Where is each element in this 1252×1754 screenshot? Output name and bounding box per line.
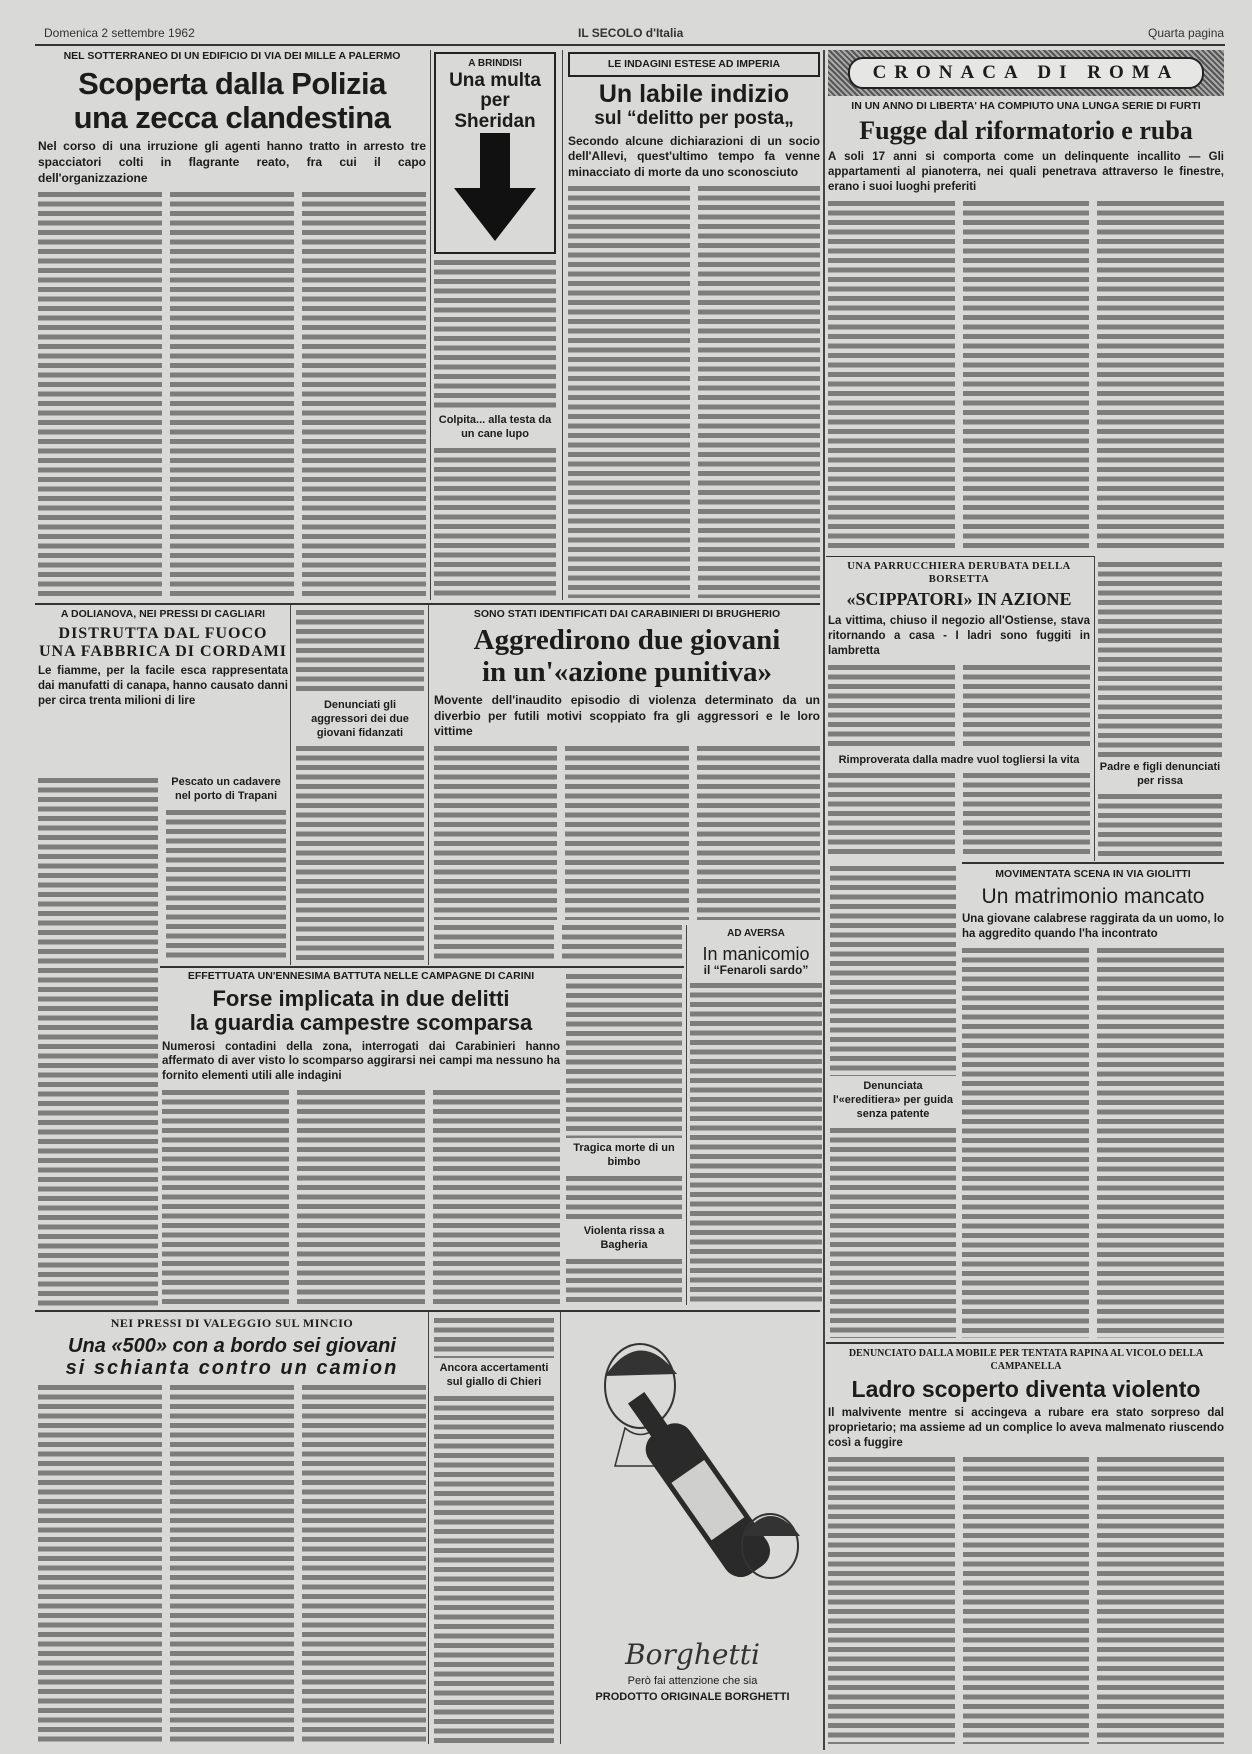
divider (826, 556, 1094, 557)
text-column (434, 1394, 554, 1744)
borghetti-logo: Borghetti (625, 1638, 760, 1671)
chieri-sub: Ancora accertamenti sul giallo di Chieri (439, 1362, 549, 1388)
sheridan-box (434, 52, 556, 254)
brugherio-cont (434, 923, 682, 961)
page-number: Quarta pagina (1148, 26, 1225, 40)
text-column (830, 1126, 956, 1338)
dolianova-deck: Le fiamme, per la facile esca rappresentata dai manufatti di canapa, hanno causato danni per circa trenta milioni di lire (38, 665, 288, 708)
scippatori-kicker: UNA PARRUCCHIERA DERUBATA DELLA BORSETTA (847, 561, 1071, 586)
scippatori-sub: Rimproverata dalla madre vuol togliersi la vita (838, 753, 1080, 766)
zecca-deck: Nel corso di una irruzione gli agenti hanno tratto in arresto tre spacciatori colti in flagrante reato, fra cui il capo dell'organizzazione (38, 139, 426, 185)
text-column (38, 190, 162, 598)
roma-kicker: IN UN ANNO DI LIBERTA' HA COMPIUTO UNA LUNGA SERIE DI FURTI (851, 100, 1201, 112)
sheridan-kicker: A BRINDISI (468, 58, 522, 69)
text-column (566, 1174, 682, 1222)
chieri-pre-body (434, 1316, 554, 1358)
trapani-column (166, 776, 286, 962)
text-column (434, 1316, 554, 1358)
dolianova-title-line: UNA FABBRICA DI CORDAMI (38, 642, 288, 660)
dolianova-title (38, 625, 288, 660)
giolitti-left-col (830, 864, 956, 1076)
dolianova-body-column (38, 776, 158, 1306)
text-column (566, 1257, 682, 1305)
valeggio-kicker: NEI PRESSI DI VALEGGIO SUL MINCIO (110, 1316, 354, 1330)
scippatori-article (828, 560, 1090, 858)
text-column (963, 199, 1090, 552)
imperia-kicker: LE INDAGINI ESTESE AD IMPERIA (568, 52, 820, 77)
giolitti-left-col-2 (830, 1126, 956, 1338)
text-column (38, 776, 158, 1306)
carini-title (162, 987, 560, 1035)
bimbo-body (566, 1174, 682, 1222)
imperia-title-line: Un labile indizio (598, 80, 790, 109)
masthead: IL SECOLO d'Italia (578, 26, 684, 40)
brugherio-article (434, 608, 820, 920)
divider (1094, 556, 1095, 861)
bimbo-sub: Tragica morte di un bimbo (573, 1142, 675, 1168)
chieri-column (434, 1316, 554, 1744)
divider (823, 50, 825, 1750)
text-column (698, 184, 820, 598)
giolitti-body (962, 946, 1224, 1338)
text-column (433, 1088, 560, 1306)
divider (160, 966, 684, 968)
dolianova-kicker: A DOLIANOVA, NEI PRESSI DI CAGLIARI (60, 608, 266, 620)
text-column (434, 446, 556, 598)
sheridan-sub: Colpita... alla testa da un cane lupo (438, 414, 552, 441)
arrow-down-icon (440, 133, 550, 243)
valeggio-body (38, 1383, 426, 1744)
aversa-kicker: AD AVERSA (727, 928, 785, 939)
divider (290, 605, 291, 965)
text-column (963, 771, 1090, 858)
divider (562, 50, 563, 600)
giolitti-kicker: MOVIMENTATA SCENA IN VIA GIOLITTI (995, 868, 1191, 880)
roma-article (828, 50, 1224, 552)
ad-line2: PRODOTTO ORIGINALE BORGHETTI (595, 1690, 790, 1703)
divider (430, 50, 431, 600)
header-rule (35, 44, 1225, 46)
sheridan-cont-body (296, 608, 424, 695)
valeggio-article (38, 1316, 426, 1744)
scippatori-deck: La vittima, chiuso il negozio all'Ostiense, stava ritornando a casa - I ladri sono fuggiti in lambretta (828, 615, 1090, 657)
carini-article (162, 970, 560, 1306)
brugherio-title (434, 625, 820, 689)
sheridan-body (434, 258, 556, 410)
aversa-left-column (566, 972, 682, 1138)
bagheria-sub: Violenta rissa a Bagheria (583, 1225, 665, 1251)
borghetti-ad (565, 1316, 820, 1744)
trapani-sub: Pescato un cadavere nel porto di Trapani (171, 776, 281, 802)
text-column (297, 1088, 424, 1306)
giolitti-sub: Denunciata l'«ereditiera» per guida senza patente (833, 1080, 953, 1120)
divider (826, 1342, 1224, 1344)
aversa-left-body (566, 972, 682, 1138)
text-column (296, 608, 424, 695)
sheridan-article (434, 52, 556, 598)
zecca-title-line: una zecca clandestina (73, 100, 391, 136)
text-column (1098, 560, 1222, 757)
roma-body-col (1098, 560, 1222, 757)
zecca-title-line: Scoperta dalla Polizia (78, 66, 386, 102)
trapani-body (166, 808, 286, 963)
aversa-title-line: In manicomio (702, 943, 810, 964)
text-column (1098, 792, 1222, 858)
chieri-body (434, 1394, 554, 1744)
brugherio-title-line: in un'«azione punitiva» (481, 656, 773, 689)
bagheria-body (566, 1257, 682, 1305)
bimbo-column (566, 1142, 682, 1304)
text-column (162, 1088, 289, 1306)
ladro-kicker: DENUNCIATO DALLA MOBILE PER TENTATA RAPINA AL VICOLO DELLA CAMPANELLA (848, 1348, 1204, 1372)
divider (962, 862, 1224, 864)
ad-line1: Però fai attenzione che sia (627, 1674, 758, 1687)
text-column (828, 663, 955, 750)
carini-deck: Numerosi contadini della zona, interrogati dai Carabinieri hanno affermato di aver visto lo scomparso aggirarsi nei campi ma nessuno ha fornito elementi utili alle indagini (162, 1040, 560, 1083)
text-column (828, 199, 955, 552)
text-column (296, 744, 424, 962)
scippatori-body (828, 663, 1090, 750)
imperia-title (568, 81, 820, 129)
text-column (1097, 1455, 1224, 1744)
text-column (434, 923, 554, 961)
imperia-title-line: sul “delitto per posta„ (594, 107, 794, 129)
padre-figli-sub: Padre e figli denunciati per rissa (1099, 760, 1221, 787)
text-column (565, 744, 688, 920)
text-column (830, 864, 956, 1076)
zecca-kicker: NEL SOTTERRANEO DI UN EDIFICIO DI VIA DEI MILLE A PALERMO (63, 50, 401, 62)
brugherio-title-line: Aggredirono due giovani (473, 624, 781, 657)
divider (560, 1312, 561, 1744)
sheridan-body-2 (434, 446, 556, 598)
aversa-title-line: il “Fenaroli sardo” (703, 963, 809, 978)
section-banner: CRONACA DI ROMA (848, 57, 1204, 89)
brugherio-deck: Movente dell'inaudito episodio di violenza determinato da un diverbio per futili motivi scoppiato fra gli aggressori e le loro vittime (434, 692, 820, 739)
text-column (828, 1455, 955, 1744)
aversa-article (690, 928, 822, 1304)
imperia-deck: Secondo alcune dichiarazioni di un socio dell'Allevi, quest'ultimo tempo fa venne minacciato di morte da uno sconosciuto (568, 133, 820, 179)
text-column (963, 663, 1090, 750)
dolianova-body (38, 776, 158, 1306)
dolianova-title-line: DISTRUTTA DAL FUOCO (58, 625, 268, 643)
scippatori-body-2 (828, 771, 1090, 858)
brugherio-body (434, 744, 820, 920)
text-column (828, 771, 955, 858)
text-column (697, 744, 820, 920)
divider (428, 1312, 429, 1744)
divider (428, 605, 429, 965)
giolitti-article (962, 868, 1224, 1338)
sheridan-title: Una multa per Sheridan (449, 69, 541, 133)
carini-title-line: la guardia campestre scomparsa (189, 1010, 533, 1036)
valeggio-title-line: Una «500» con a bordo sei giovani (68, 1335, 396, 1357)
banner-frame (828, 50, 1224, 96)
text-column (568, 184, 690, 598)
ladro-title: Ladro scoperto diventa violento (851, 1376, 1201, 1402)
aversa-body (690, 981, 822, 1304)
imperia-body (568, 184, 820, 598)
roma-body (828, 199, 1224, 552)
giolitti-left-column (830, 864, 956, 1338)
text-column (170, 190, 294, 598)
padre-figli-body (1098, 792, 1222, 858)
carini-body (162, 1088, 560, 1306)
ladro-body (828, 1455, 1224, 1744)
padre-figli-column (1098, 560, 1222, 858)
giolitti-title: Un matrimonio mancato (981, 885, 1205, 909)
scippatori-title: «SCIPPATORI» IN AZIONE (846, 589, 1072, 610)
imperia-article (568, 52, 820, 598)
roma-deck: A soli 17 anni si comporta come un delinquente incallito — Gli appartamenti al pianoterra, nei quali penetrava attraverso le finestre, erano i suoi luoghi preferiti (828, 150, 1224, 193)
ladro-deck: Il malvivente mentre si accingeva a rubare era stato sorpreso dal proprietario; ma assieme ad un complice lo aveva malmenato riuscendo così a fuggire (828, 1407, 1224, 1450)
text-column (38, 1383, 162, 1744)
carini-title-line: Forse implicata in due delitti (212, 986, 510, 1012)
aggressori-column (296, 608, 424, 962)
zecca-body (38, 190, 426, 598)
text-column (170, 1383, 294, 1744)
zecca-article (38, 50, 426, 598)
divider (686, 925, 687, 1305)
roma-title: Fugge dal riformatorio e ruba (859, 116, 1193, 146)
text-column (302, 190, 426, 598)
text-column (566, 972, 682, 1138)
text-column (1097, 946, 1224, 1338)
text-column (963, 1455, 1090, 1744)
text-column (962, 946, 1089, 1338)
valeggio-title (38, 1335, 426, 1379)
text-column (690, 981, 822, 1304)
text-column (166, 808, 286, 963)
zecca-title (38, 67, 426, 135)
aversa-title (690, 945, 822, 978)
text-column (434, 258, 556, 410)
carini-kicker: EFFETTUATA UN'ENNESIMA BATTUTA NELLE CAMPAGNE DI CARINI (187, 970, 535, 982)
ladro-article (828, 1348, 1224, 1744)
text-column (1097, 199, 1224, 552)
aggressori-sub: Denunciati gli aggressori dei due giovani fidanzati (311, 699, 409, 739)
date-line: Domenica 2 settembre 1962 (44, 26, 195, 40)
text-column (434, 744, 557, 920)
aggressori-body (296, 744, 424, 962)
text-column (562, 923, 682, 961)
borghetti-ad-illustration (565, 1316, 820, 1636)
giolitti-deck: Una giovane calabrese raggirata da un uomo, lo ha aggredito quando l'ha incontrato (962, 913, 1224, 941)
valeggio-title-line: si schianta contro un camion (65, 1357, 399, 1379)
brugherio-kicker: SONO STATI IDENTIFICATI DAI CARABINIERI DI BRUGHERIO (473, 608, 781, 620)
dolianova-article (38, 608, 288, 770)
brugherio-body-2 (434, 923, 682, 961)
text-column (302, 1383, 426, 1744)
